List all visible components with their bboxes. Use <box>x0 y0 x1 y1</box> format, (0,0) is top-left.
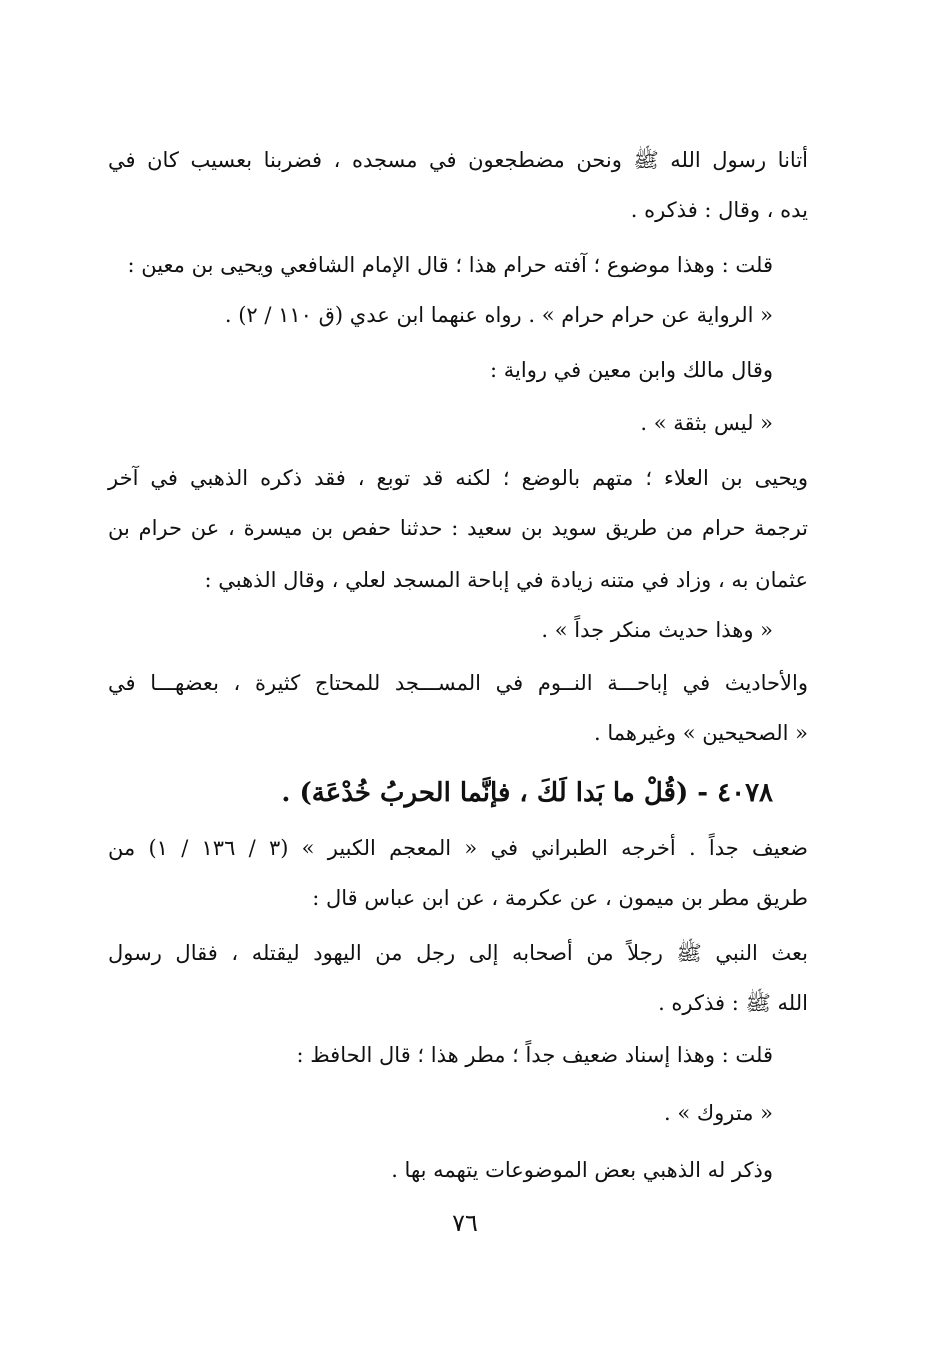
text-line: « ليس بثقة » . <box>640 411 773 435</box>
text-line: ضعيف جداً . أخرجه الطبراني في « المعجم الكبير » (٣ / ١٣٦ / ١) من <box>108 836 808 860</box>
text-line: « وهذا حديث منكر جداً » . <box>541 618 773 642</box>
text-line: طريق مطر بن ميمون ، عن عكرمة ، عن ابن عباس قال : <box>312 886 808 910</box>
text-line: « الرواية عن حرام حرام » . رواه عنهما ابن عدي (ق ١١٠ / ٢) . <box>224 303 773 327</box>
text-line: الله ﷺ : فذكره . <box>658 991 808 1015</box>
text-line: والأحاديث في إباحـــة النــوم في المســـجد للمحتاج كثيرة ، بعضهـــا في <box>108 671 808 695</box>
text-line: ويحيى بن العلاء ؛ متهم بالوضع ؛ لكنه قد توبع ، فقد ذكره الذهبي في آخر <box>108 466 808 490</box>
page-number: ٧٦ <box>452 1209 478 1237</box>
text-line: بعث النبي ﷺ رجلاً من أصحابه إلى رجل من اليهود ليقتله ، فقال رسول <box>108 941 808 965</box>
text-line: « الصحيحين » وغيرهما . <box>594 721 808 745</box>
text-line: وقال مالك وابن معين في رواية : <box>490 358 773 382</box>
text-line: قلت : وهذا موضوع ؛ آفته حرام هذا ؛ قال الإمام الشافعي ويحيى بن معين : <box>127 253 773 277</box>
text-line: قلت : وهذا إسناد ضعيف جداً ؛ مطر هذا ؛ قال الحافظ : <box>296 1043 773 1067</box>
hadith-heading: ٤٠٧٨ - (قُلْ ما بَدا لَكَ ، فإنَّما الحربُ خُدْعَة) . <box>281 778 773 808</box>
text-line: أتانا رسول الله ﷺ ونحن مضطجعون في مسجده ، فضربنا بعسيب كان في <box>108 148 808 172</box>
text-line: ترجمة حرام من طريق سويد بن سعيد : حدثنا حفص بن ميسرة ، عن حرام بن <box>108 516 808 540</box>
text-line: « متروك » . <box>663 1101 773 1125</box>
text-line: يده ، وقال : فذكره . <box>630 198 808 222</box>
text-line: وذكر له الذهبي بعض الموضوعات يتهمه بها . <box>391 1158 773 1182</box>
text-line: عثمان به ، وزاد في متنه زيادة في إباحة المسجد لعلي ، وقال الذهبي : <box>204 568 808 592</box>
